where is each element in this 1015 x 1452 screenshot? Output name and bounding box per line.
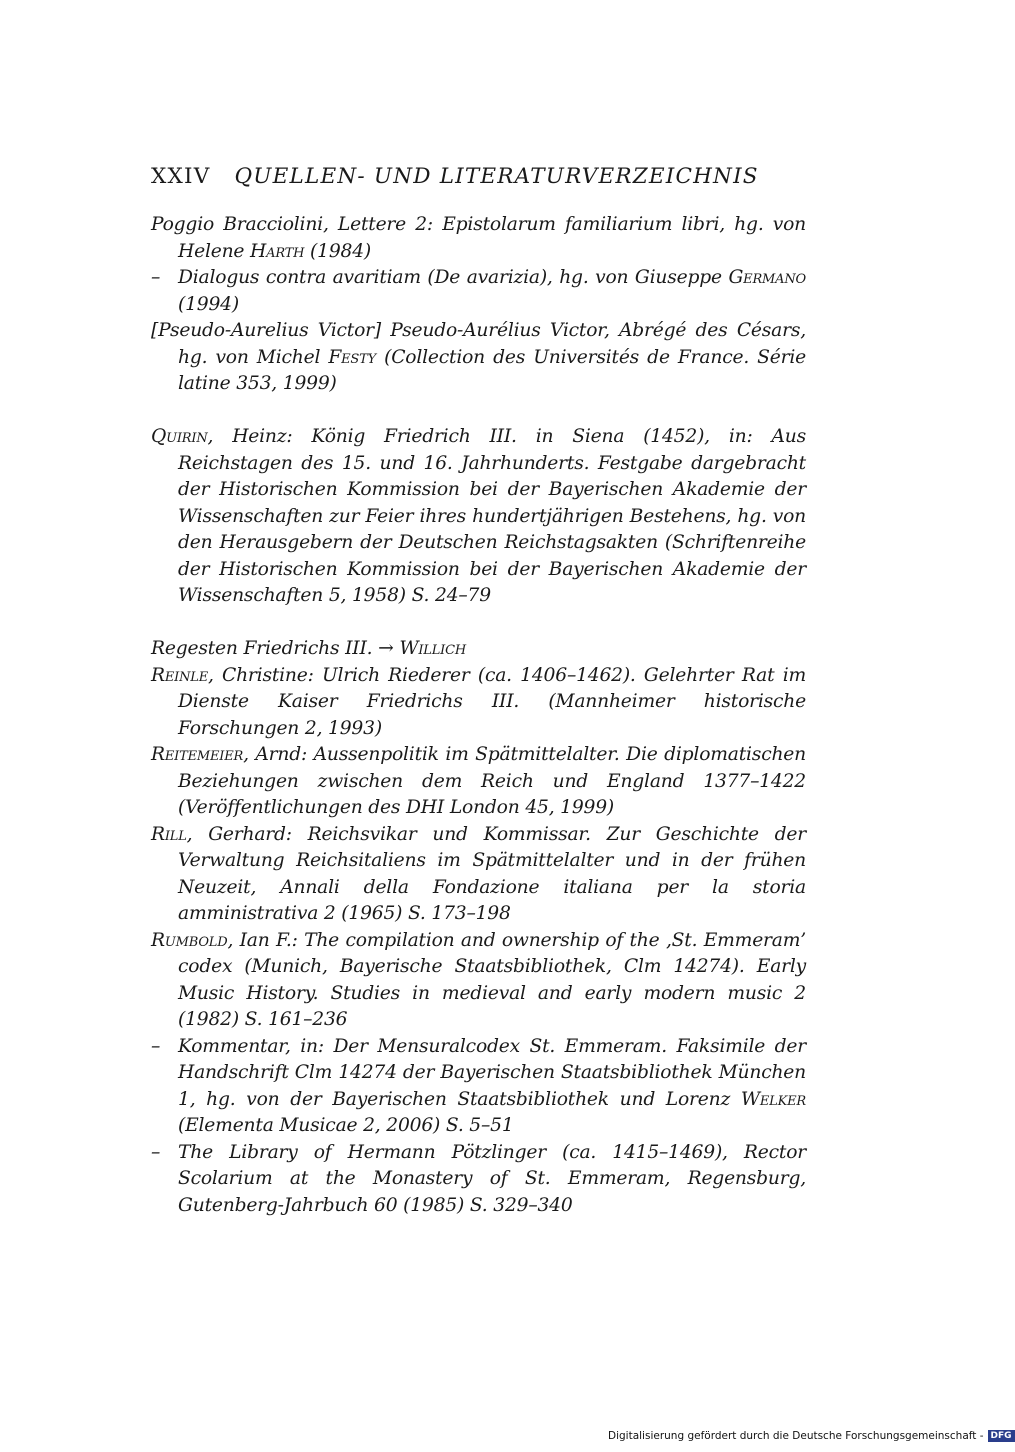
- author-name: Welker: [740, 1088, 806, 1110]
- author-name: Rumbold: [151, 929, 228, 951]
- bibliography-entry: [151, 742, 806, 822]
- author-name: Festy: [328, 346, 376, 368]
- bibliography-entry: [151, 822, 806, 928]
- bibliography-entry: [151, 636, 806, 663]
- bibliography-entry: [151, 424, 806, 610]
- repeat-dash: –: [151, 1035, 161, 1057]
- entry-text: Dialogus contra avaritiam (De avarizia), hg. von Giuseppe: [178, 267, 729, 288]
- running-header: [151, 164, 811, 189]
- section-gap: [151, 398, 806, 425]
- bibliography-entry: [151, 265, 806, 318]
- entry-text: , Arnd: Aussenpolitik im Spätmittelalter. Die diplomatischen Beziehungen zwischen dem Reich und England 1377–1422 (Veröffentlichungen des DHI London 45, 1999): [178, 744, 806, 818]
- author-name: Willich: [399, 638, 466, 659]
- author-name: Reinle: [151, 664, 208, 686]
- author-name: Rill: [151, 823, 187, 845]
- entry-text: (Collection des Universités de France. Série latine 353, 1999): [178, 346, 806, 394]
- bibliography-list: [151, 212, 806, 1219]
- bibliography-entry: [151, 928, 806, 1034]
- footer-text: Digitalisierung gefördert durch die Deutsche Forschungsgemeinschaft -: [608, 1430, 984, 1442]
- entry-text: (Elementa Musicae 2, 2006) S. 5–51: [178, 1115, 514, 1136]
- dfg-logo: DFG: [988, 1430, 1015, 1442]
- entry-text: The Library of Hermann Pötzlinger (ca. 1415–1469), Rector Scolarium at the Monastery of St. Emmeram, Regensburg, Gutenberg-Jahrbuch 60 (1985) S. 329–340: [178, 1141, 806, 1216]
- bibliography-entry: [151, 1140, 806, 1220]
- entry-text: , Christine: Ulrich Riederer (ca. 1406–1462). Gelehrter Rat im Dienste Kaiser Friedrichs III. (Mannheimer historische Forschungen 2, 1993): [178, 664, 806, 739]
- bibliography-entry: [151, 318, 806, 398]
- page-number: XXIV: [151, 164, 211, 189]
- entry-text: (1994): [178, 293, 239, 315]
- running-title: QUELLEN- UND LITERATURVERZEICHNIS: [234, 164, 759, 189]
- repeat-dash: –: [151, 1141, 161, 1163]
- author-name: Quirin: [151, 426, 208, 447]
- bibliography-entry: [151, 1034, 806, 1140]
- author-name: Reitemeier: [151, 744, 244, 765]
- entry-text: , Gerhard: Reichsvikar und Kommissar. Zur Geschichte der Verwaltung Reichsitaliens im Spätmittelalter und in der frühen Neuzeit, Annali della Fondazione italiana per la storia amministrativa 2 (1965) S. 173–198: [178, 823, 806, 924]
- author-name: Germano: [728, 267, 806, 288]
- bibliography-entry: [151, 663, 806, 743]
- bibliography-entry: [151, 212, 806, 265]
- entry-text: Kommentar, in: Der Mensuralcodex St. Emmeram. Faksimile der Handschrift Clm 14274 der Bayerischen Staatsbibliothek München 1, hg. von der Bayerischen Staatsbibliothek und Lorenz: [178, 1035, 806, 1110]
- author-name: Harth: [250, 240, 305, 262]
- entry-text: Poggio Bracciolini, Lettere 2: Epistolarum familiarium libri, hg. von Helene: [151, 214, 806, 262]
- section-gap: [151, 610, 806, 637]
- digitization-footer: [608, 1430, 1012, 1448]
- entry-text: , Ian F.: The compilation and ownership of the ‚St. Emmeram’ codex (Munich, Bayerische Staatsbibliothek, Clm 14274). Early Music History. Studies in medieval and early modern music 2 (1982) S. 161–236: [178, 929, 806, 1030]
- repeat-dash: –: [151, 267, 161, 288]
- entry-text: (1984): [304, 240, 371, 262]
- entry-text: [Pseudo-Aurelius Victor] Pseudo-Aurélius Victor, Abrégé des Césars, hg. von Michel: [151, 320, 806, 368]
- entry-text: , Heinz: König Friedrich III. in Siena (1452), in: Aus Reichstagen des 15. und 16. Jahrhunderts. Festgabe dargebracht der Historischen Kommission bei der Bayerischen Akademie der Wissenschaften zur Feier ihres hundertjährigen Bestehens, hg. von den Herausgebern der Deutschen Reichstagsakten (Schriftenreihe der Historischen Kommission bei der Bayerischen Akademie der Wissenschaften 5, 1958) S. 24–79: [178, 426, 806, 606]
- entry-text: Regesten Friedrichs III. →: [151, 638, 400, 659]
